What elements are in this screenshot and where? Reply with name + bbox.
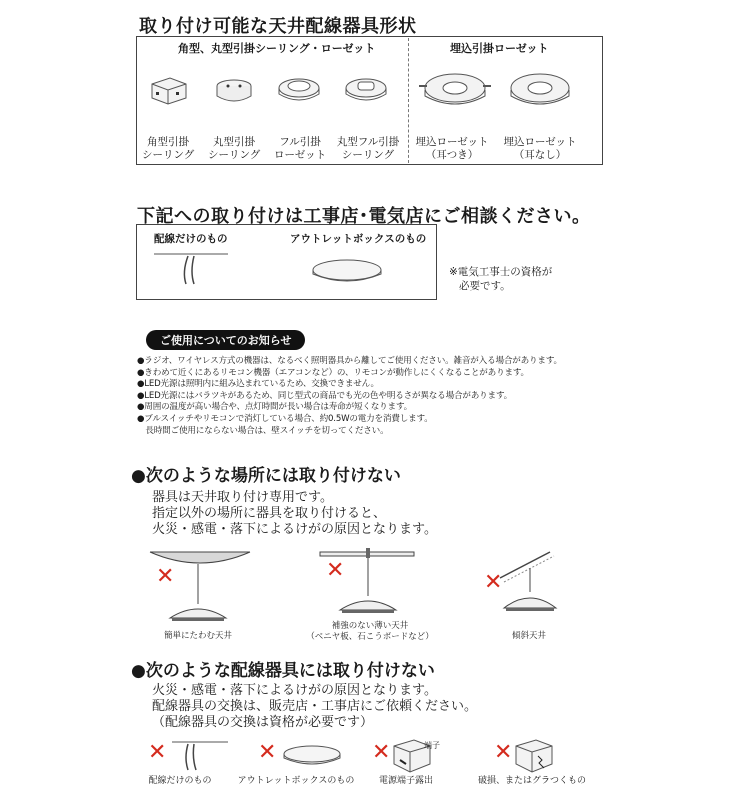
outlet-box-icon xyxy=(282,744,342,774)
embedded-rosette-no-ears-icon xyxy=(508,70,572,110)
consult-note-line2: 必要です。 xyxy=(459,280,511,292)
sloped-ceiling-illustration xyxy=(490,548,580,628)
sagging-ceiling-illustration xyxy=(150,548,270,628)
places-body-line3: 火災・感電・落下によるけがの原因となります。 xyxy=(152,522,437,537)
fixture-label-5 xyxy=(414,136,490,162)
group-label-embedded: 埋込引掛ローゼット xyxy=(450,42,549,55)
places-body-line1: 器具は天井取り付け専用です。 xyxy=(152,490,333,505)
thin-ceiling-illustration xyxy=(318,548,428,628)
compatible-fixtures-title: 取り付け可能な天井配線器具形状 xyxy=(139,16,417,37)
usage-notice-list xyxy=(137,356,562,437)
prohibited-x-icon: ✕ xyxy=(148,740,167,765)
bare-wire-icon xyxy=(172,738,232,774)
prohibited-x-icon: ✕ xyxy=(258,740,277,765)
bare-wire-icon xyxy=(152,248,232,288)
prohibited-fixtures-body xyxy=(152,683,477,731)
notice-line: ●LED光源は照明内に組み込まれているため、交換できません。 xyxy=(137,379,379,390)
consult-item-wiring-only: 配線だけのもの xyxy=(154,233,228,245)
fixture-label-line1: フル引掛 xyxy=(279,136,321,148)
round-ceiling-icon xyxy=(214,74,254,106)
notice-line: 長時間ご使用にならない場合は、壁スイッチを切ってください。 xyxy=(137,425,389,436)
caption-wiring-only: 配線だけのもの xyxy=(148,776,212,786)
group-label-ceiling: 角型、丸型引掛シーリング・ローゼット xyxy=(178,42,376,55)
prohibited-x-icon: ✕ xyxy=(484,570,503,595)
prohibited-places-title: ●次のような場所には取り付けない xyxy=(131,466,401,486)
consult-title: 下記への取り付けは工事店･電気店にご相談ください。 xyxy=(137,206,591,227)
consult-item-outlet-box: アウトレットボックスのもの xyxy=(290,233,427,245)
fixture-label-line2: ローゼット xyxy=(274,149,327,161)
fixture-label-4 xyxy=(336,136,400,162)
caption-thin-ceiling-line1: 補強のない薄い天井 xyxy=(331,621,409,631)
damaged-fixture-icon xyxy=(512,738,556,776)
fixtures-body-line1: 火災・感電・落下によるけがの原因となります。 xyxy=(152,683,437,698)
places-body-line2: 指定以外の場所に器具を取り付けると、 xyxy=(152,506,387,521)
fixture-label-line2: シーリング xyxy=(341,149,395,161)
prohibited-x-icon: ✕ xyxy=(372,740,391,765)
notice-line: ●周囲の温度が高い場合や、点灯時間が長い場合は寿命が短くなります。 xyxy=(137,402,413,413)
full-rosette-icon xyxy=(277,74,321,106)
terminal-label: 端子 xyxy=(424,741,440,750)
caption-exposed-terminal: 電源端子露出 xyxy=(378,776,433,786)
caption-sloped-ceiling: 傾斜天井 xyxy=(511,631,546,641)
notice-line: ●きわめて近くにあるリモコン機器（エアコンなど）の、リモコンが動作しにくくなることがあります。 xyxy=(137,367,529,378)
caption-damaged: 破損、またはグラつくもの xyxy=(477,776,586,786)
caption-thin-ceiling-line2: （ベニヤ板、石こうボードなど） xyxy=(306,631,434,642)
fixture-label-line1: 角型引掛 xyxy=(147,136,189,148)
prohibited-fixtures-title: ●次のような配線器具には取り付けない xyxy=(131,661,435,681)
notice-line: ●ブルスイッチやリモコンで消灯している場合、約0.5Wの電力を消費します。 xyxy=(137,413,433,424)
usage-notice-badge: ご使用についてのお知らせ xyxy=(146,330,305,350)
consult-note-line1: ※電気工事士の資格が xyxy=(449,266,553,278)
prohibited-x-icon: ✕ xyxy=(326,558,345,583)
consult-note xyxy=(449,265,552,293)
fixture-label-line2: シーリング xyxy=(208,149,261,161)
fixture-label-6 xyxy=(502,136,578,162)
fixtures-body-line3: （配線器具の交換は資格が必要です） xyxy=(152,715,374,730)
fixture-label-line2: （耳なし） xyxy=(513,149,567,161)
prohibited-x-icon: ✕ xyxy=(156,564,175,589)
caption-sagging-ceiling: 簡単にたわむ天井 xyxy=(163,631,232,641)
outlet-box-icon xyxy=(310,258,384,288)
caption-thin-ceiling xyxy=(300,621,440,642)
fixture-label-2 xyxy=(208,136,260,162)
fixture-label-line1: 丸型フル引掛 xyxy=(336,136,400,148)
notice-line: ●LED光源にはバラツキがあるため、同じ型式の商品でも光の色や明るさが異なる場合があります。 xyxy=(137,390,513,401)
notice-line: ●ラジオ、ワイヤレス方式の機器は、なるべく照明器具から離してご使用ください。雑音が入る場合があります。 xyxy=(137,356,562,366)
group-divider xyxy=(408,38,409,163)
fixture-label-1 xyxy=(142,136,194,162)
fixture-label-line2: シーリング xyxy=(142,149,195,161)
fixture-label-line1: 埋込ローゼット xyxy=(415,136,489,148)
caption-outlet-box: アウトレットボックスのもの xyxy=(237,776,355,786)
fixture-label-line1: 埋込ローゼット xyxy=(503,136,577,148)
embedded-rosette-eared-icon xyxy=(417,70,493,110)
fixture-label-line1: 丸型引掛 xyxy=(213,136,255,148)
square-ceiling-icon xyxy=(148,74,188,106)
round-full-ceiling-icon xyxy=(344,74,388,106)
fixture-label-3 xyxy=(274,136,326,162)
prohibited-places-body xyxy=(152,490,437,538)
fixture-label-line2: （耳つき） xyxy=(425,149,479,161)
fixtures-body-line2: 配線器具の交換は、販売店・工事店にご依頼ください。 xyxy=(152,699,478,714)
prohibited-x-icon: ✕ xyxy=(494,740,513,765)
